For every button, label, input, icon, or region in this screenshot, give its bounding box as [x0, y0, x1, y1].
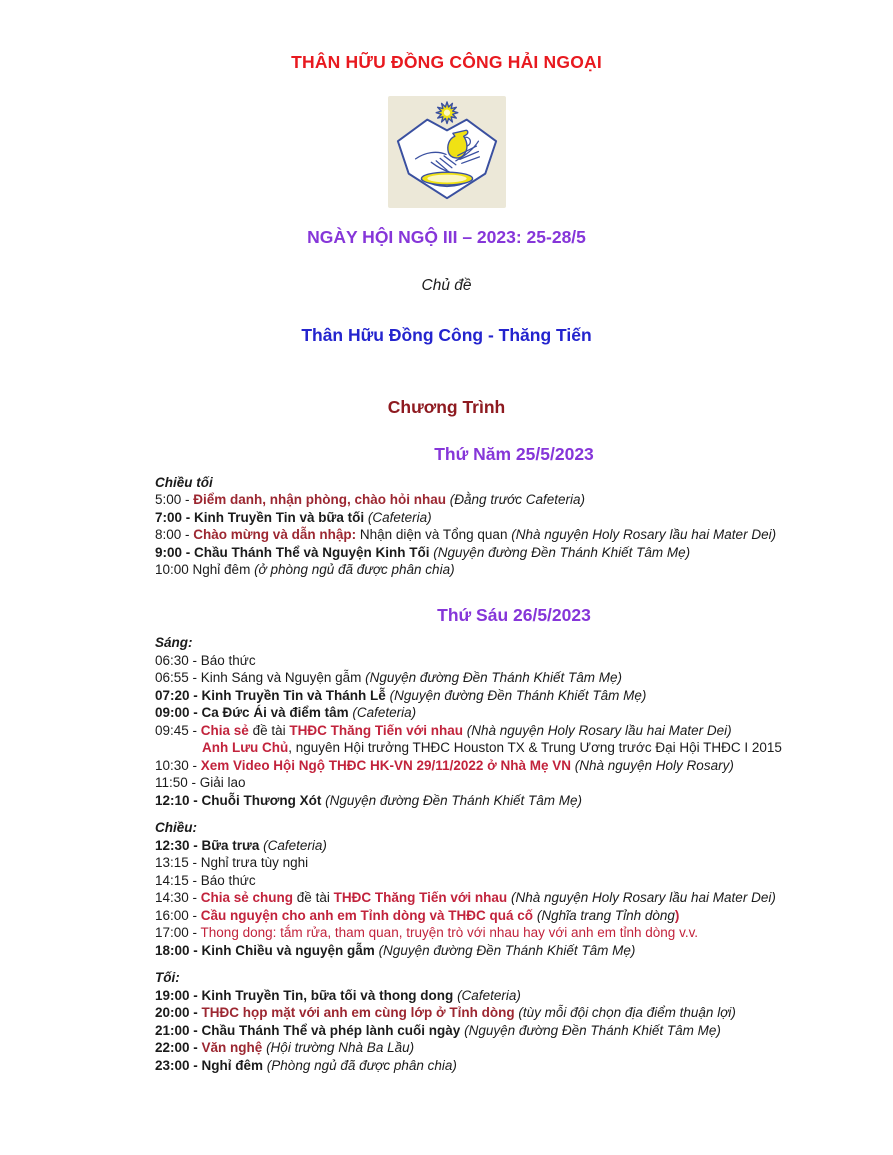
text-segment: Chia sẻ: [200, 722, 249, 738]
text-segment: Chia sẻ chung: [200, 890, 294, 905]
schedule-line: [155, 722, 873, 740]
schedule-line: [155, 757, 873, 775]
theme-title: Thân Hữu Đồng Công - Thăng Tiến: [301, 325, 592, 345]
text-segment: (Nhà nguyện Holy Rosary lầu hai Mater Dei): [510, 890, 776, 905]
text-segment: Cầu nguyện cho anh em Tỉnh dòng và THĐC quá cố: [200, 907, 534, 923]
schedule-line: [155, 792, 873, 810]
text-segment: (Cafeteria): [263, 837, 327, 853]
text-segment: 21:00 - Chầu Thánh Thể và phép lành cuối ngày: [155, 1022, 461, 1038]
text-segment: (tùy mỗi đội chọn địa điểm thuận lợi): [518, 1005, 736, 1020]
text-segment: (Cafeteria): [367, 509, 432, 525]
text-segment: Chào mừng và dẫn nhập:: [193, 527, 357, 542]
logo-container: [0, 96, 893, 208]
schedule-line: [155, 907, 873, 925]
schedule-line: [155, 837, 873, 855]
section-label: Chiều:: [155, 820, 197, 835]
text-segment: Điểm danh, nhận phòng, chào hỏi nhau: [193, 492, 447, 507]
schedule-line: [155, 1039, 873, 1057]
text-segment: 18:00 - Kinh Chiều và nguyện gẫm: [155, 942, 375, 958]
text-segment: (Nhà nguyện Holy Rosary lầu hai Mater Dei): [511, 527, 777, 542]
text-segment: 20:00 -: [155, 1005, 202, 1020]
schedule-line: [155, 491, 873, 509]
text-segment: 5:00 -: [155, 492, 194, 507]
schedule-line: [155, 561, 873, 579]
text-segment: Thong dong: tắm rửa, tham quan, truyện trò với nhau hay với anh em tỉnh dòng v.v.: [200, 925, 699, 940]
text-segment: đề tài: [248, 722, 290, 738]
schedule-line: [155, 942, 873, 960]
theme-label: Chủ đề: [421, 277, 472, 294]
text-segment: 23:00 - Nghỉ đêm: [155, 1057, 264, 1073]
text-segment: (Nguyện đường Đền Thánh Khiết Tâm Mẹ): [325, 792, 582, 808]
program-heading: Chương Trình: [387, 397, 506, 417]
text-segment: (Nguyện đường Đền Thánh Khiết Tâm Mẹ): [365, 670, 622, 685]
text-segment: (Nguyện đường Đền Thánh Khiết Tâm Mẹ): [464, 1022, 721, 1038]
schedule-line: [155, 669, 873, 687]
text-segment: 09:45 -: [155, 722, 201, 738]
schedule-line: [155, 1022, 873, 1040]
text-segment: (Nhà nguyện Holy Rosary lầu hai Mater Dei): [466, 722, 732, 738]
schedule-line: [155, 544, 873, 562]
hands-washing-emblem-icon: [388, 96, 506, 208]
text-segment: THĐC Thăng Tiến với nhau: [333, 890, 508, 905]
text-segment: Văn nghệ: [201, 1040, 263, 1055]
day-block: [155, 604, 873, 1075]
schedule-line: [155, 1057, 873, 1075]
schedule-section: [155, 969, 873, 1074]
text-segment: Xem Video Hội Ngộ THĐC HK-VN 29/11/2022 ở Nhà Mẹ VN: [200, 757, 571, 773]
day-block: [155, 446, 873, 579]
text-segment: 16:00 -: [155, 907, 201, 923]
section-label: Tối:: [155, 970, 180, 985]
text-segment: Nhận diện và Tổng quan: [356, 527, 512, 542]
day-heading: Thứ Sáu 26/5/2023: [437, 604, 591, 625]
text-segment: 06:30 - Báo thức: [155, 652, 256, 668]
text-segment: (Phòng ngủ đã được phân chia): [266, 1057, 457, 1073]
text-segment: đề tài: [293, 890, 334, 905]
text-segment: , nguyên Hội trưởng THĐC Houston TX & Trung Ương trước Đại Hội THĐC I 2015: [288, 740, 782, 755]
text-segment: ): [674, 907, 680, 923]
text-segment: 9:00 - Chầu Thánh Thể và Nguyện Kinh Tối: [155, 544, 430, 560]
text-segment: 11:50 - Giải lao: [155, 775, 246, 790]
schedule-line: [155, 1004, 873, 1022]
day-heading: Thứ Năm 25/5/2023: [434, 444, 594, 464]
schedule-line: [155, 652, 873, 670]
text-segment: 06:55 - Kinh Sáng và Nguyện gẫm: [155, 670, 366, 685]
text-segment: 10:30 -: [155, 757, 201, 773]
schedule-line: [155, 854, 873, 872]
text-segment: 7:00 - Kinh Truyền Tin và bữa tối: [155, 509, 365, 525]
schedule-line: [155, 526, 873, 544]
text-segment: (ở phòng ngủ đã được phân chia): [254, 562, 455, 577]
schedule-section: [155, 634, 873, 809]
text-segment: 13:15 - Nghỉ trưa tùy nghi: [155, 855, 309, 870]
text-segment: 12:10 - Chuỗi Thương Xót: [155, 792, 322, 808]
text-segment: (Nguyện đường Đền Thánh Khiết Tâm Mẹ): [433, 544, 691, 560]
text-segment: (Nguyện đường Đền Thánh Khiết Tâm Mẹ): [378, 942, 636, 958]
section-label: Chiều tối: [155, 474, 213, 490]
text-segment: (Cafeteria): [457, 987, 521, 1003]
text-segment: THĐC Thăng Tiến với nhau: [289, 722, 463, 738]
text-segment: (Nguyện đường Đền Thánh Khiết Tâm Mẹ): [389, 687, 647, 703]
schedule-line: [155, 704, 873, 722]
schedule-line: [155, 739, 873, 757]
schedule-line: [155, 889, 873, 907]
schedule-line: [155, 924, 873, 942]
text-segment: 19:00 - Kinh Truyền Tin, bữa tối và thong dong: [155, 987, 454, 1003]
sun-icon: [436, 102, 458, 124]
schedule-line: [155, 509, 873, 527]
text-segment: 10:00 Nghỉ đêm: [155, 562, 255, 577]
schedule-line: [155, 774, 873, 792]
text-segment: 09:00 - Ca Đức Ái và điểm tâm: [155, 705, 349, 720]
text-segment: 12:30 - Bữa trưa: [155, 837, 260, 853]
document-title: THÂN HỮU ĐỒNG CÔNG HẢI NGOẠI: [291, 52, 602, 72]
text-segment: Anh Lưu Chủ: [202, 740, 289, 755]
text-segment: 17:00 -: [155, 925, 201, 940]
emblem-svg: [388, 96, 506, 208]
section-label: Sáng:: [155, 635, 193, 650]
text-segment: 07:20 - Kinh Truyền Tin và Thánh Lễ: [155, 687, 386, 703]
text-segment: (Đằng trước Cafeteria): [449, 492, 586, 507]
text-segment: (Cafeteria): [352, 705, 417, 720]
schedule-days: [155, 446, 873, 1074]
schedule-line: [155, 987, 873, 1005]
text-segment: (Nghĩa trang Tỉnh dòng: [536, 907, 675, 923]
schedule-line: [155, 872, 873, 890]
text-segment: (Nhà nguyện Holy Rosary): [574, 757, 734, 773]
text-segment: 14:15 - Báo thức: [155, 872, 256, 888]
text-segment: THĐC họp mặt với anh em cùng lớp ở Tỉnh dòng: [201, 1005, 515, 1020]
text-segment: 8:00 -: [155, 527, 194, 542]
event-title: NGÀY HỘI NGỘ III – 2023: 25-28/5: [307, 227, 586, 247]
schedule-section: [155, 474, 873, 579]
schedule-line: [155, 687, 873, 705]
text-segment: 22:00 -: [155, 1040, 202, 1055]
text-segment: 14:30 -: [155, 890, 201, 905]
schedule-section: [155, 819, 873, 959]
text-segment: (Hội trường Nhà Ba Lầu): [266, 1040, 415, 1055]
